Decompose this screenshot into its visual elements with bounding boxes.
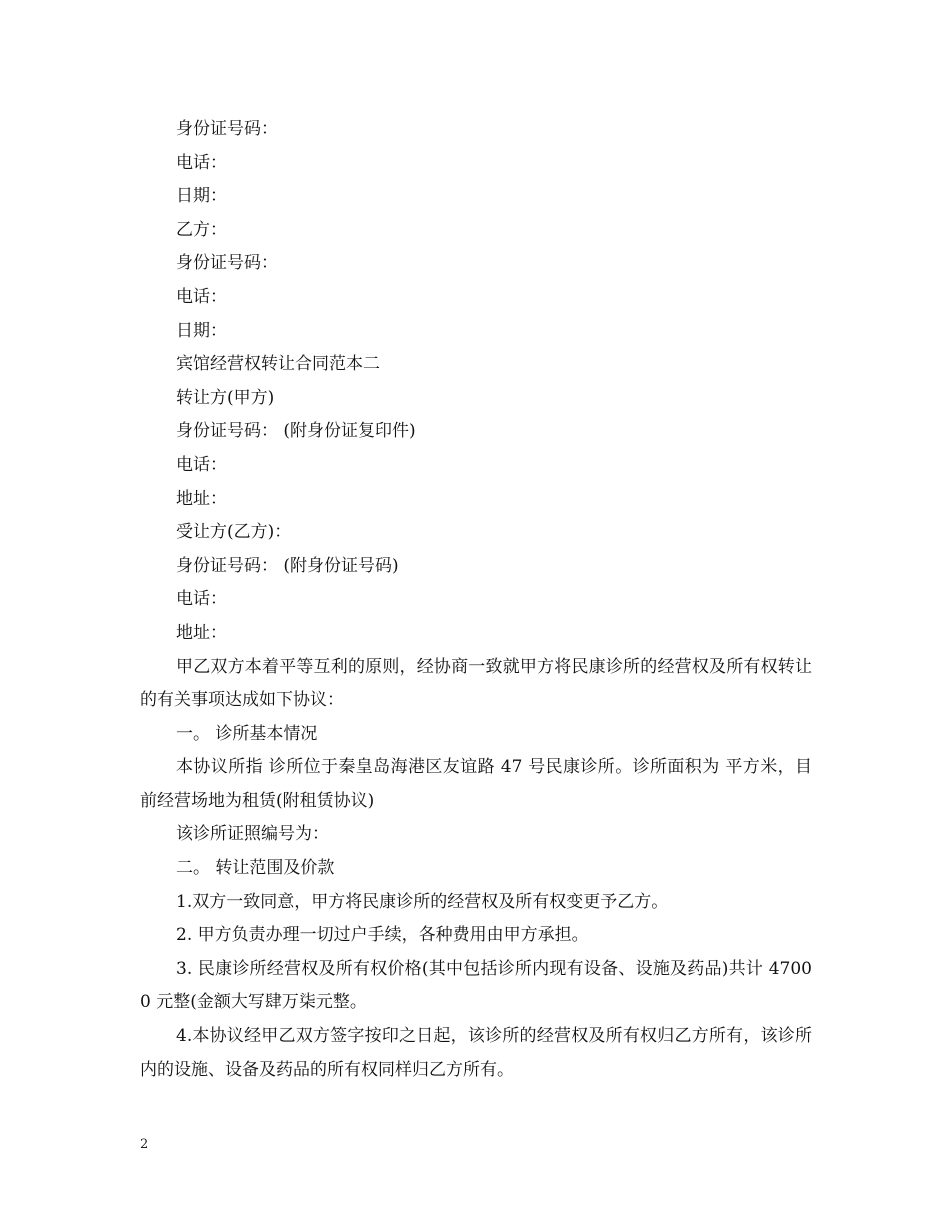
- paragraph: 身份证号码：: [176, 119, 278, 139]
- clause-heading: 一。 诊所基本情况: [176, 723, 318, 744]
- paragraph: 电话：: [176, 454, 227, 475]
- paragraph: 电话：: [176, 589, 227, 610]
- section-title: 宾馆经营权转让合同范本二: [176, 354, 380, 375]
- paragraph: 地址：: [176, 622, 227, 643]
- paragraph: 电话：: [176, 152, 227, 173]
- page-number: 2: [140, 1137, 149, 1152]
- paragraph: 4.本协议经甲乙双方签字按印之日起，该诊所的经营权及所有权归乙方所有，该诊所内的设施、设备及药品的所有权同样归乙方所有。: [140, 1026, 812, 1080]
- paragraph: 3. 民康诊所经营权及所有权价格(其中包括诊所内现有设备、设施及药品)共计 47000 元整(金额大写肆万柒元整。: [140, 958, 812, 1013]
- paragraph: 身份证号码： (附身份证号码): [176, 555, 399, 576]
- paragraph: 2. 甲方负责办理一切过户手续，各种费用由甲方承担。: [176, 925, 589, 946]
- paragraph: 1.双方一致同意，甲方将民康诊所的经营权及所有权变更予乙方。: [176, 891, 669, 912]
- paragraph: 地址：: [176, 488, 227, 509]
- paragraph: 电话：: [176, 286, 227, 307]
- document-body: [140, 113, 812, 1087]
- paragraph: 受让方(乙方)：: [176, 522, 292, 543]
- paragraph: 转让方(甲方): [176, 387, 275, 408]
- paragraph: 日期：: [176, 320, 227, 341]
- paragraph: 乙方：: [176, 219, 227, 240]
- clause-heading: 二。 转让范围及价款: [176, 858, 335, 879]
- paragraph: 该诊所证照编号为：: [176, 824, 329, 845]
- paragraph: 本协议所指 诊所位于秦皇岛海港区友谊路 47 号民康诊所。诊所面积为 平方米，目前经营场地为租赁(附租赁协议): [140, 757, 812, 811]
- paragraph: 日期：: [176, 186, 227, 207]
- paragraph: 身份证号码：: [176, 253, 278, 274]
- paragraph: 身份证号码： (附身份证复印件): [176, 421, 416, 442]
- paragraph: 甲乙双方本着平等互利的原则，经协商一致就甲方将民康诊所的经营权及所有权转让的有关事项达成如下协议：: [140, 656, 812, 711]
